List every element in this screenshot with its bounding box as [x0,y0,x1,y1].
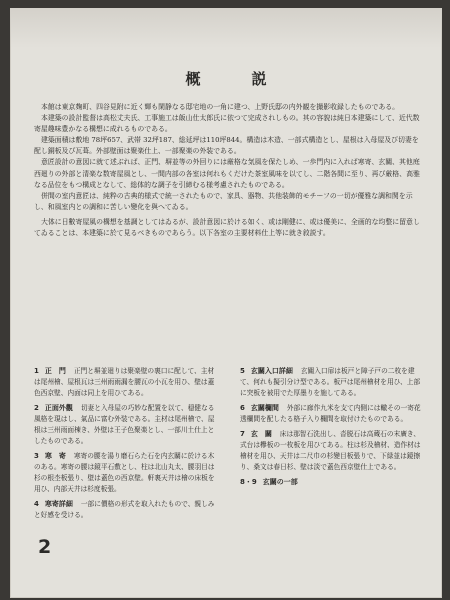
caption-heading: 玄 關 [250,430,272,438]
caption-number: 5 [240,367,245,375]
caption-number: 3 [34,452,39,460]
intro-paragraph: 建築面積は敷地 78坪657、武帯 32坪187、総延坪は110坪844。構造は木造、一部式構造とし、屋根は入母屋及び切妻を配し銅板及び瓦葺。外部壁面は聚楽仕上、一部聚楽の外装である。 [34,136,419,156]
caption-item [240,477,424,488]
intro-paragraph: 大体に日數寄屋風の構想を基調としてはゐるが、設計意図に於ける如く、或は剛健に、或は優美に、全画的な均整に留意してゐることは、本建築に於て見るべきものであらう。以下各室の主要材料仕上等に就き敘説す。 [34,217,420,238]
caption-heading: 玄關の一部 [262,478,298,486]
caption-text: 玄關入口扉は板戸と障子戸の二枚を建て、何れも擬引分け型である。板戸は尾州檜材を用ひ、上部に突板を被用でた厚墨りを施してある。 [240,367,421,397]
caption-number: 7 [240,430,245,438]
caption-heading: 寒寄詳細 [44,500,73,508]
document-page [10,8,442,598]
plate-captions [34,366,426,556]
intro-paragraph: 本建築の設計監督は高松丈夫氏、工事施工は飯山仕太郎氏に依つて完成されしもの。其の容貌は純日本建築にして、近代数寄屋趣味豊かなる構想に成れるものである。 [34,114,420,134]
captions-left-column [34,366,218,525]
caption-item [34,366,218,399]
caption-number: 2 [34,404,39,412]
intro-paragraph: 併間の室内意匠は、純粋の古典的様式で統一されたもので、家具、器物、共他装飾的モチーフの一切が優雅な調和関を示し、和風室内との調和に苦しい變化を與へてゐる。 [34,191,413,211]
page-number: 2 [38,536,52,558]
caption-text: 寒寄の腰を湯り磨石らた石を内玄關に於ける木のある。寒寄の腰は鏡平石敷とし、柱は北山丸太、腰羽目は杉の根杢板張り、壁は蓋色の西京壁。軒裏天井は檜の床板を用ひ、内部天井は杉度板張。 [34,452,215,493]
caption-heading: 玄關入口詳細 [250,367,293,375]
caption-heading: 正 門 [44,367,66,375]
caption-heading: 正面外觀 [44,404,73,412]
intro-paragraph: 意匠設計の意図に就て述ぶれば、正門、塀並等の外回りには厳格な気風を保たしめ、一歩門内に入れば寒寄、玄關、其他庭西廻りの外部と清楽な数寄屋風とし、一間内部の各室は何れもくだけた茶室風味を以てし、二階各間に至り、再び厳格、高雅なる品位をもつ構成となして、総体的な調子を引締むる様考慮されたものである。 [34,158,420,189]
caption-item [34,403,218,447]
caption-item [240,366,424,399]
caption-item [240,429,424,473]
intro-section [34,102,422,239]
caption-text: 一部に價格の形式を取入れたもので、親しみと好感を受ける。 [34,500,215,519]
caption-number: 8・9 [240,478,257,486]
caption-item [240,403,424,425]
caption-item [34,499,218,521]
caption-text: 切妻と入母屋の巧妙な配置を以て、穏健なる風格を現はし、氣品に富む外装である。主材は尾州檜で、屋根は三州雨面棟き、外壁は王子色聚楽とし、一部川土仕上としたものである。 [34,404,215,445]
caption-number: 1 [34,367,39,375]
caption-item [34,451,218,495]
caption-number: 4 [34,500,39,508]
caption-heading: 寒 寄 [44,452,66,460]
page-title: 概 説 [185,70,285,88]
caption-text: 正門と塀並廻りは聚楽壁の裏口に配して、主材は尾州檜、屋根瓦は三州雨雨漏を腰瓦の小瓦を用ひ、壁は蓋色西京壁、内面は同上を用ひてある。 [34,367,215,397]
captions-right-column [240,366,424,492]
caption-number: 6 [240,404,245,412]
caption-text: 外部に廊作九米を支て内側には轍その一寄花透欄間を配したる格子入り欄間を取付けたものである。 [240,404,421,423]
caption-heading: 玄關欄間 [250,404,279,412]
caption-text: 床は那智石洗出し、沓脱石は高蔵石の末廣き、式台は欅板の一枚板を用ひてある。柱は杉及檜材、造作材は檜材を用ひ、天井は二尺巾の杉變目板張りで、下緑並は鏡擦り、桑文は春日杉、壁は淡で蓋色西京壁仕上である。 [240,430,421,471]
intro-paragraph: 本館は東京麹町、四谷見附に近く輝も閑静なる邸宅地の一角に建つ、上野氏邸の内外観を撮影收録したものである。 [41,103,400,111]
